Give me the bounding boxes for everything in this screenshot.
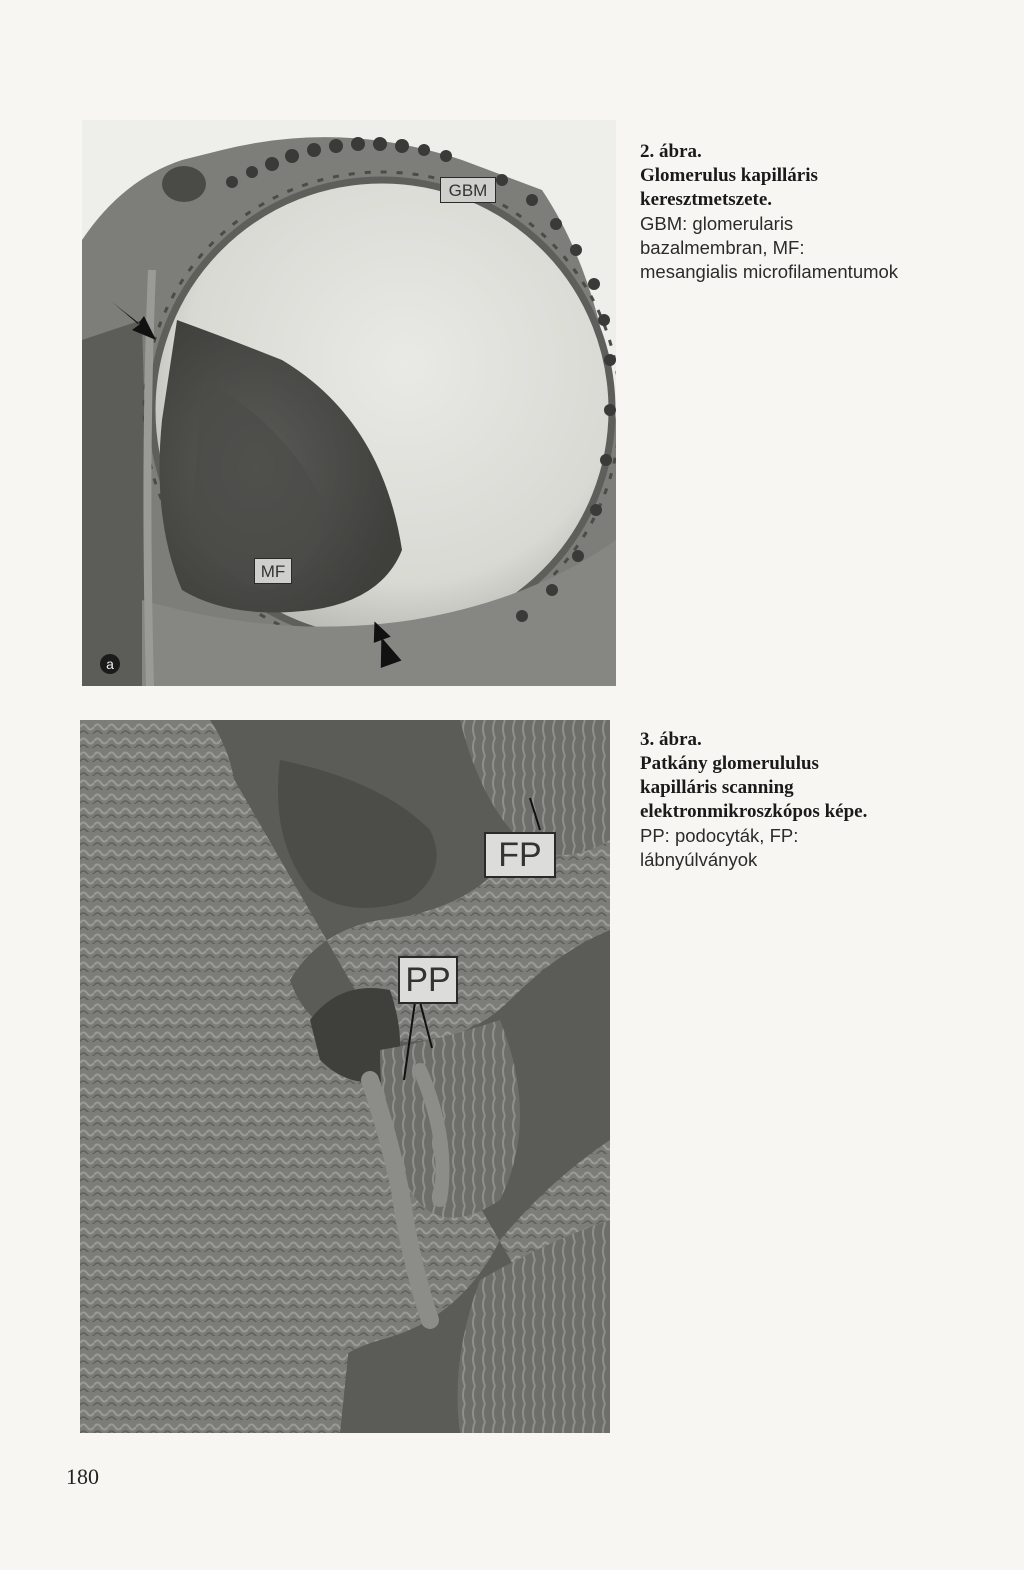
figure-3-title: Patkány glomerululus kapilláris scanning elektronmikroszkópos képe. [640, 753, 868, 822]
figure-2-micrograph [82, 120, 616, 686]
figure-2-title: Glomerulus kapilláris keresztmetszete. [640, 165, 818, 210]
figure-3-caption [640, 728, 900, 872]
page-number: 180 [66, 1464, 99, 1489]
gbm-label: GBM [440, 177, 496, 203]
figure-2-description: GBM: glomerularis bazalmembran, MF: mesangialis microfilamentumok [640, 213, 899, 282]
figure-2-number: 2. ábra. [640, 141, 702, 162]
tem-capillary-image [82, 120, 616, 686]
sem-podocyte-image [80, 720, 610, 1433]
figure-3-micrograph [80, 720, 610, 1433]
figure-3-description: PP: podocyták, FP: lábnyúlványok [640, 825, 799, 870]
figure-2-caption [640, 140, 900, 284]
figure-3-number: 3. ábra. [640, 729, 702, 750]
panel-a-label: a [100, 654, 120, 674]
pp-label: PP [398, 956, 458, 1004]
fp-label: FP [484, 832, 556, 878]
mf-label: MF [254, 558, 292, 584]
